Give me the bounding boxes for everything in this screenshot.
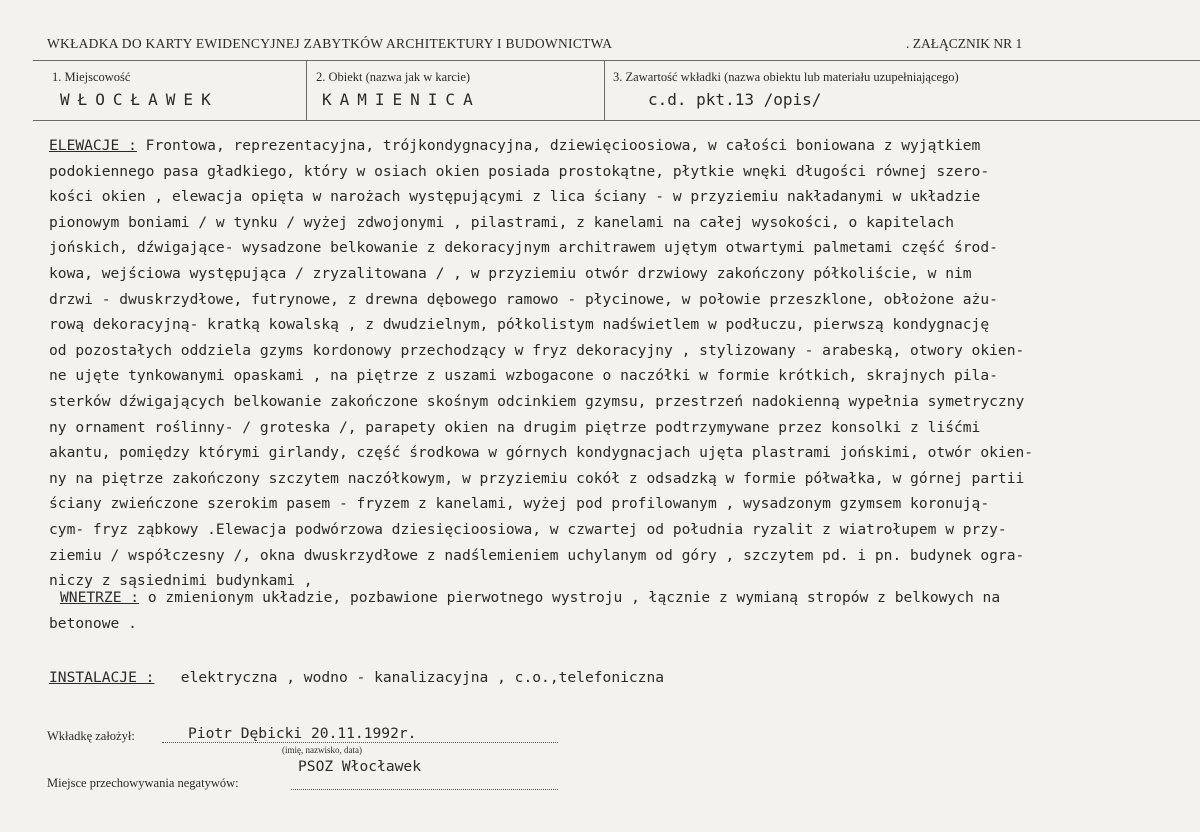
- elevations-line: akantu, pomiędzy którymi girlandy, część środkowa w górnych kondygnacjach ujęta plastrami jońskimi, otwór okien-: [49, 444, 1034, 462]
- elevations-line: od pozostałych oddziela gzyms kordonowy przechodzący w fryz dekoracyjny , stylizowany - arabeską, otwory okien-: [49, 341, 1025, 359]
- elevations-line: kości okien , elewacja opięta w narożach występującymi z lica ściany - w przyziemiu nakładanymi w układzie: [49, 188, 981, 206]
- elevations-line: niczy z sąsiednimi budynkami ,: [49, 572, 313, 590]
- elevations-section: [49, 133, 1169, 594]
- elevations-line: pionowym boniami / w tynku / wyżej zdwojonymi , pilastrami, z kanelami na całej wysokości, o kapitelach: [49, 213, 954, 231]
- author-label: Wkładkę założył:: [47, 729, 135, 743]
- fields-bottom-rule: [33, 120, 1200, 121]
- place-label: 1. Miejscowość: [52, 70, 131, 84]
- interior-line: betonowe .: [49, 614, 137, 632]
- field-divider-1: [306, 60, 307, 120]
- object-value: KAMIENICA: [322, 90, 481, 109]
- interior-section: [49, 585, 1180, 636]
- elevations-line: cym- fryz ząbkowy .Elewacja podwórzowa dziesięcioosiowa, w czwartej od południa ryzalit z wiatrołupem w przy-: [49, 520, 1007, 538]
- content-label: 3. Zawartość wkładki (nazwa obiektu lub materiału uzupełniającego): [613, 70, 959, 84]
- elevations-line: podokiennego pasa gładkiego, który w osiach okien posiada prostokątne, płytkie wnęki długości równej szero-: [49, 162, 990, 180]
- elevations-line: sterków dźwigających belkowanie zakończone skośnym odcinkiem gzymsu, przestrzeń nadokienną wypełnia symetryczny: [49, 392, 1025, 410]
- installations-text: elektryczna , wodno - kanalizacyjna , c.o.,telefoniczna: [154, 669, 665, 686]
- storage-line: [291, 789, 558, 790]
- interior-line: o zmienionym układzie, pozbawione pierwotnego wystroju , łącznie z wymianą stropów z belkowych na: [139, 589, 1001, 606]
- author-line: [162, 742, 558, 743]
- field-divider-2: [604, 60, 605, 120]
- object-label: 2. Obiekt (nazwa jak w karcie): [316, 70, 471, 84]
- storage-label: Miejsce przechowywania negatywów:: [47, 776, 239, 790]
- storage-value: PSOZ Włocławek: [298, 758, 422, 775]
- author-caption: (imię, nazwisko, data): [282, 745, 362, 755]
- interior-heading: WNETRZE :: [60, 589, 140, 606]
- elevations-line: ściany zwieńczone szerokim pasem - fryzem z kanelami, wyżej pod profilowanym , wysadzonym gzymsem koronują-: [49, 495, 990, 513]
- elevations-line: ziemiu / współczesny /, okna dwuskrzydłowe z nadślemieniem uchylanym od góry , szczytem pd. i pn. budynek ogra-: [49, 546, 1025, 564]
- elevations-heading: ELEWACJE :: [49, 137, 137, 154]
- elevations-line: Frontowa, reprezentacyjna, trójkondygnacyjna, dziewięcioosiowa, w całości boniowana z wyjątkiem: [136, 137, 981, 154]
- content-value: c.d. pkt.13 /opis/: [648, 90, 822, 109]
- elevations-line: kowa, wejściowa występująca / zryzalitowana / , w przyziemiu otwór drzwiowy zakończony półkoliście, w nim: [49, 264, 972, 282]
- elevations-line: ny ornament roślinny- / groteska /, parapety okien na drugim piętrze podtrzymywane przez konsolki z liśćmi: [49, 418, 981, 436]
- elevations-line: drzwi - dwuskrzydłowe, futrynowe, z drewna dębowego ramowo - płycinowe, w połowie przeszklone, obłożone ażu-: [49, 290, 998, 308]
- annex-number: . ZAŁĄCZNIK NR 1: [906, 36, 1023, 51]
- elevations-line: ny na piętrze zakończony szczytem naczółkowym, w przyziemiu cokół z odsadzką w formie półwałka, w górnej partii: [49, 469, 1025, 487]
- elevations-line: jońskich, dźwigające- wysadzone belkowanie z dekoracyjnym architrawem ujętym otwartymi palmetami część środ-: [49, 239, 998, 257]
- header-rule: [33, 60, 1200, 61]
- place-value: WŁOCŁAWEK: [60, 90, 219, 109]
- elevations-line: ne ujęte tynkowanymi opaskami , na piętrze z uszami wzbogacone o naczółki w formie krótkich, skrajnych pila-: [49, 367, 998, 385]
- elevations-line: rową dekoracyjną- kratką kowalską , z dwudzielnym, półkolistym nadświetlem w podłuczu, pierwszą kondygnację: [49, 316, 990, 334]
- installations-section: [49, 665, 1169, 691]
- installations-heading: INSTALACJE :: [49, 669, 155, 686]
- author-value: Piotr Dębicki 20.11.1992r.: [188, 725, 417, 742]
- card-title: WKŁADKA DO KARTY EWIDENCYJNEJ ZABYTKÓW ARCHITEKTURY I BUDOWNICTWA: [47, 36, 613, 51]
